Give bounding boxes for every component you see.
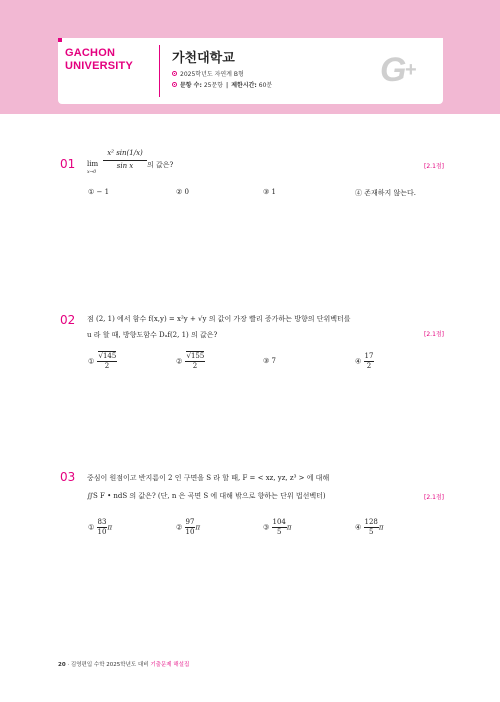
question-suffix: 의 값은? <box>147 161 174 169</box>
question-number: 02 <box>60 313 76 327</box>
gachon-logo-icon <box>378 48 426 88</box>
university-name <box>65 47 133 73</box>
footer-highlight: 기출문제 해설집 <box>150 662 190 668</box>
choice-fraction: $\frac{128}{5}$ <box>364 518 378 536</box>
choice-value: 7 <box>271 357 276 365</box>
choice-marker: ③ <box>263 357 270 365</box>
question-text-line1: 점 (2, 1) 에서 함수 f(x,y) = x²y + √y 의 값이 가장 빨리 증가하는 방향의 단위벡터를 <box>87 315 351 323</box>
choice-fraction: $\frac{√155}{2}$ <box>186 352 205 370</box>
choice-fraction: $\frac{√145}{2}$ <box>98 352 117 370</box>
time-label: 제한시간: <box>231 82 257 89</box>
choice-2: ② $\frac{97}{10}$ π <box>176 518 201 536</box>
choice-fraction: $\frac{17}{2}$ <box>364 352 374 370</box>
question-text-line2: u 라 할 때, 방향도함수 Dᵤf(2, 1) 의 값은? <box>87 331 218 339</box>
footer-separator: · <box>67 662 70 668</box>
university-line2: UNIVERSITY <box>65 60 134 72</box>
choice-4 <box>355 352 374 371</box>
question-points: [2.1점] <box>424 163 445 170</box>
choice-4: ④ $\frac{128}{5}$ π <box>355 518 384 536</box>
lim-subscript: x→0 <box>87 170 97 175</box>
school-name: 가천대학교 <box>172 51 235 66</box>
choice-1: ① $\frac{83}{10}$ π <box>88 518 113 536</box>
choice-marker: ④ <box>355 357 362 366</box>
footer-text: 김영편입 수학 2025학년도 대비 <box>70 662 149 668</box>
university-line1: GACHON <box>65 47 116 59</box>
choice-fraction: $\frac{97}{10}$ <box>185 518 195 536</box>
bullet-icon <box>172 71 177 76</box>
choice-fraction: $\frac{104}{5}$ <box>272 518 286 536</box>
question-number: 01 <box>60 157 76 171</box>
page-number: 20 <box>58 662 66 668</box>
choice-2: ② 0 <box>176 188 189 196</box>
choice-2 <box>176 352 205 371</box>
choice-3: ③ $\frac{104}{5}$ π <box>263 518 292 536</box>
bullet-icon <box>172 82 177 87</box>
page-footer <box>58 660 189 668</box>
accent-mark <box>58 38 62 42</box>
question-text-line1: 중심이 원점이고 반지름이 2 인 구면을 S 라 할 때, F = < xz, yz, z³ > 에 대해 <box>87 474 330 482</box>
question-points: [2.1점] <box>424 331 445 338</box>
fraction-numerator: x² sin(1/x) <box>103 147 147 161</box>
question-number: 03 <box>60 470 76 484</box>
choice-marker: ② <box>176 357 183 366</box>
count-value: 25문항 <box>203 82 224 89</box>
question-text-line2: ∬S F • ndS 의 값은? (단, n 은 곡면 S 에 대해 밖으로 향하는 단위 법선벡터) <box>87 492 326 500</box>
svg-text:+: + <box>405 59 417 81</box>
header-divider <box>159 45 160 97</box>
choice-marker: ① <box>88 357 95 366</box>
choice-marker: ① <box>88 523 95 532</box>
time-value: 60분 <box>258 82 273 89</box>
lim-word: lim <box>87 160 99 168</box>
choice-1 <box>88 352 117 371</box>
choice-4: ④ 존재하지 않는다. <box>355 189 417 197</box>
choice-marker: ④ <box>355 523 362 532</box>
choice-3: ③ 1 <box>263 188 276 196</box>
count-label: 문항 수: <box>180 82 202 89</box>
choice-marker: ② <box>176 523 183 532</box>
choice-fraction: $\frac{83}{10}$ <box>97 518 107 536</box>
fraction-denominator: sin x <box>116 162 134 170</box>
choice-1: ① − 1 <box>88 188 110 196</box>
exam-meta-row: 문항 수: 25문항 | 제한시간: 60분 <box>172 80 272 89</box>
exam-type-row <box>172 69 244 78</box>
svg-text:G: G <box>380 51 407 88</box>
choice-marker: ③ <box>263 523 270 532</box>
question-points: [2.1점] <box>424 494 445 501</box>
exam-type: 2025학년도 자연계 B형 <box>180 71 244 78</box>
choice-3 <box>263 357 276 365</box>
header-card <box>58 38 443 104</box>
